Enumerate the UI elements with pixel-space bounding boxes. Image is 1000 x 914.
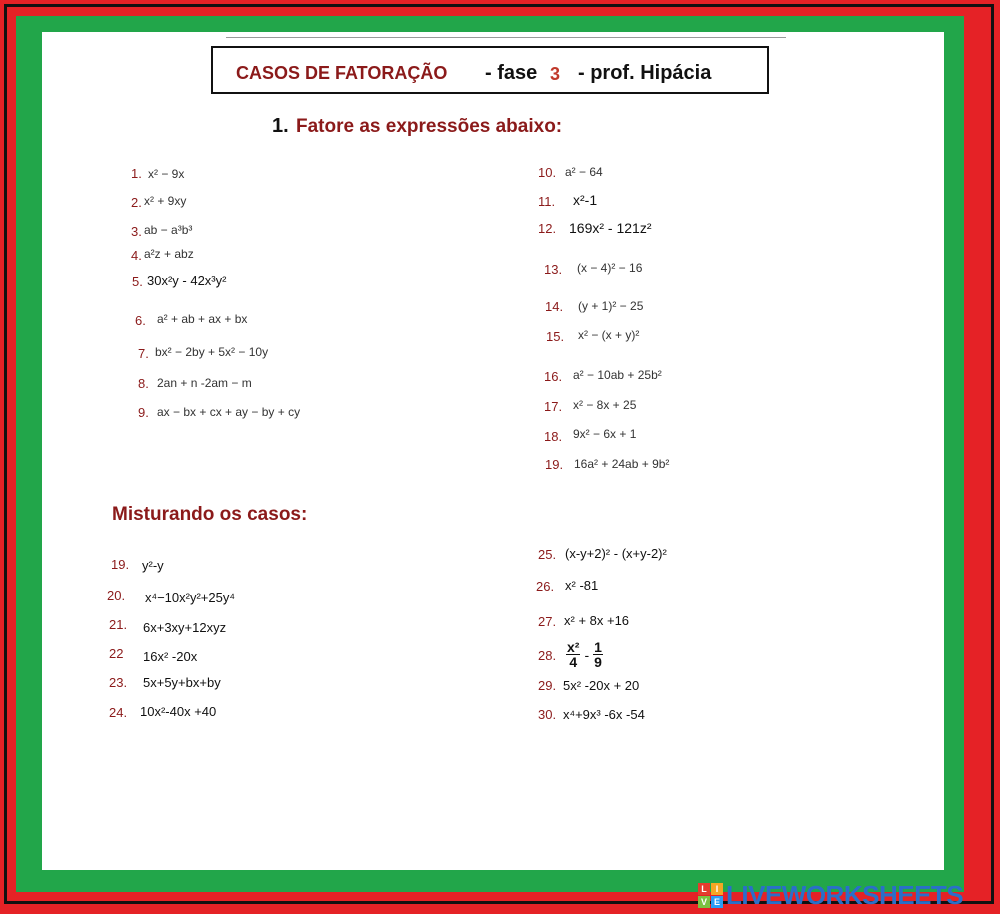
- item-number: 26.: [536, 579, 555, 594]
- item-number: 19.: [545, 457, 564, 472]
- item-number: 5.: [132, 274, 143, 289]
- item-number: 8.: [138, 376, 149, 391]
- title-fase-number: 3: [550, 64, 561, 84]
- item-number: 30.: [538, 707, 557, 722]
- item-expression: y²-y: [142, 558, 164, 573]
- item-expression: ax − bx + cx + ay − by + cy: [157, 405, 301, 419]
- item-number: 17.: [544, 399, 563, 414]
- item-expression: 16x² -20x: [143, 649, 198, 664]
- item-expression: (y + 1)² − 25: [578, 299, 644, 313]
- item-number: 29.: [538, 678, 557, 693]
- item-number: 4.: [131, 248, 142, 263]
- item-expression: x² − (x + y)²: [578, 328, 640, 342]
- item-number: 1.: [131, 166, 142, 181]
- instruction-number: 1.: [272, 115, 289, 137]
- denominator: 4: [569, 654, 578, 670]
- item-number: 12.: [538, 221, 557, 236]
- instruction-text: Fatore as expressões abaixo:: [296, 116, 563, 137]
- item-expression: x²-1: [573, 192, 598, 208]
- item-number: 15.: [546, 329, 565, 344]
- logo-letter-e: E: [711, 896, 723, 908]
- item-expression: 2an + n -2am − m: [157, 376, 252, 390]
- item-expression: 10x²-40x +40: [140, 704, 217, 719]
- title-rule: [226, 37, 786, 38]
- item-expression: 5x² -20x + 20: [563, 678, 640, 693]
- item-number: 22: [109, 646, 124, 661]
- fraction-1: [566, 640, 580, 669]
- item-expression: a²z + abz: [144, 247, 194, 261]
- item-expression: 16a² + 24ab + 9b²: [574, 457, 670, 471]
- item-number: 14.: [545, 299, 564, 314]
- section-title-mixing: Misturando os casos:: [112, 504, 308, 525]
- item-expression: 30x²y - 42x³y²: [147, 273, 227, 288]
- logo-letter-i: I: [711, 883, 723, 895]
- denominator: 9: [594, 654, 602, 670]
- item-expression: x⁴−10x²y²+25y⁴: [145, 590, 235, 605]
- logo-text: LIVEWORKSHEETS: [726, 880, 964, 910]
- item-expression: 6x+3xy+12xyz: [143, 620, 227, 635]
- item-number: 24.: [109, 705, 128, 720]
- item-expression: a² − 64: [565, 165, 603, 179]
- item-number: 7.: [138, 346, 149, 361]
- item-expression: x² -81: [565, 578, 599, 593]
- fraction-expression: [566, 640, 603, 669]
- item-expression: a² + ab + ax + bx: [157, 312, 248, 326]
- numerator: x²: [567, 639, 580, 655]
- item-number: 20.: [107, 588, 126, 603]
- logo-mark: [698, 883, 723, 908]
- item-expression: (x − 4)² − 16: [577, 261, 643, 275]
- item-expression: 9x² − 6x + 1: [573, 427, 637, 441]
- fraction-2: [593, 640, 603, 669]
- item-number: 16.: [544, 369, 563, 384]
- logo-letter-v: V: [698, 896, 710, 908]
- item-expression: a² − 10ab + 25b²: [573, 368, 662, 382]
- item-number: 10.: [538, 165, 557, 180]
- item-expression: x² + 9xy: [144, 194, 187, 208]
- title-fase: - fase: [485, 62, 538, 84]
- item-number: 28.: [538, 648, 557, 663]
- item-expression: x⁴+9x³ -6x -54: [563, 707, 645, 722]
- liveworksheets-logo: [698, 880, 963, 911]
- item-expression: (x-y+2)² - (x+y-2)²: [565, 546, 667, 561]
- numerator: 1: [594, 639, 602, 655]
- item-expression: ab − a³b³: [144, 223, 193, 237]
- worksheet-paper: [42, 32, 944, 870]
- item-expression: x² − 9x: [148, 167, 185, 181]
- item-number: 3.: [131, 224, 142, 239]
- item-number: 18.: [544, 429, 563, 444]
- item-expression: x² + 8x +16: [564, 613, 630, 628]
- item-number: 2.: [131, 195, 142, 210]
- minus-operator: -: [584, 646, 590, 663]
- item-number: 23.: [109, 675, 128, 690]
- item-number: 6.: [135, 313, 146, 328]
- item-expression: x² − 8x + 25: [573, 398, 637, 412]
- item-number: 21.: [109, 617, 128, 632]
- item-number: 19.: [111, 557, 130, 572]
- item-expression: 5x+5y+bx+by: [143, 675, 221, 690]
- item-number: 25.: [538, 547, 557, 562]
- item-number: 13.: [544, 262, 563, 277]
- item-expression: bx² − 2by + 5x² − 10y: [155, 345, 269, 359]
- logo-letter-l: L: [698, 883, 710, 895]
- title-main: CASOS DE FATORAÇÃO: [236, 63, 448, 83]
- item-number: 11.: [538, 194, 556, 209]
- item-number: 27.: [538, 614, 557, 629]
- item-number: 9.: [138, 405, 149, 420]
- title-prof: - prof. Hipácia: [578, 62, 712, 84]
- item-expression: 169x² - 121z²: [569, 220, 652, 236]
